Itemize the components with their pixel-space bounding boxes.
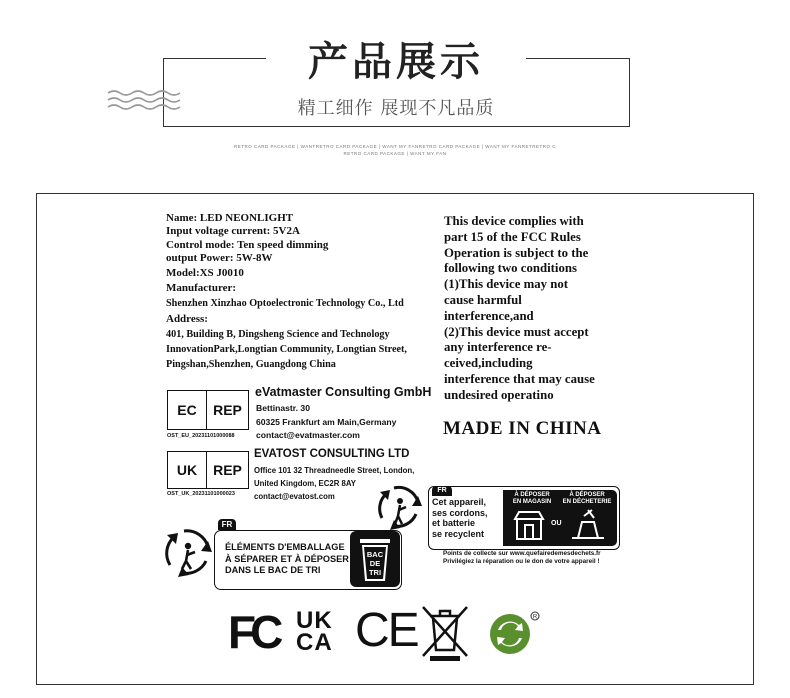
spec-input: Input voltage current: 5V2A xyxy=(166,225,300,237)
made-in-china: MADE IN CHINA xyxy=(443,418,602,439)
uk-ost-number: OST_UK_20231101000023 xyxy=(167,491,235,497)
or-label: OU xyxy=(551,520,562,527)
uk-company: EVATOST CONSULTING LTD xyxy=(254,448,410,460)
ec-code: EC xyxy=(177,402,197,418)
spec-address-2: InnovationPark,Longtian Community, Longtian Street, xyxy=(166,344,407,355)
deposit-dump-label xyxy=(558,492,616,506)
fcc-line: cause harmful xyxy=(444,292,522,307)
device-recycle-text xyxy=(432,497,488,539)
fcc-line: interference,and xyxy=(444,308,534,323)
header-line-right xyxy=(526,58,629,59)
fcc-line: interference that may cause xyxy=(444,371,595,386)
ukca-bottom: CA xyxy=(296,629,333,656)
triman-packaging-icon xyxy=(160,527,214,577)
ce-logo: CE xyxy=(355,604,418,657)
ec-rep-badge xyxy=(167,390,249,430)
spec-address-3: Pingshan,Shenzhen, Guangdong China xyxy=(166,359,336,370)
packaging-line: ÉLÉMENTS D'EMBALLAGE xyxy=(225,542,345,552)
device-text-line: se recyclent xyxy=(432,528,485,539)
fr-tag-packaging: FR xyxy=(218,519,236,530)
svg-text:R: R xyxy=(532,614,538,621)
ec-line-3: contact@evatmaster.com xyxy=(256,430,360,440)
deposit-store-line: À DÉPOSER xyxy=(514,492,550,498)
uk-rep-label: REP xyxy=(206,452,248,488)
wave-decoration-icon xyxy=(106,88,186,114)
fcc-line: any interference re- xyxy=(444,340,552,355)
bin-label xyxy=(364,550,386,577)
uk-rep-badge xyxy=(167,451,249,489)
deposit-dump-line: EN DÉCHETERIE xyxy=(562,499,612,505)
uk-line-1: Office 101 32 Threadneedle Street, London, xyxy=(254,466,415,475)
header-line-left xyxy=(163,58,266,59)
uk-line-2: United Kingdom, EC2R 8AY xyxy=(254,479,356,488)
fr-tag-device: FR xyxy=(432,486,452,496)
spec-model: Model:XS J0010 xyxy=(166,267,244,279)
dump-icon xyxy=(568,506,608,542)
spec-manufacturer-label: Manufacturer: xyxy=(166,282,237,294)
fcc-line: Operation is subject to the xyxy=(444,245,589,260)
ec-ost-number: OST_EU_20231101000088 xyxy=(167,433,235,439)
ukca-logo xyxy=(296,607,333,656)
bin-line: TRI xyxy=(368,568,382,577)
ec-line-1: Bettinastr. 30 xyxy=(256,403,310,413)
device-text-line: Cet appareil, xyxy=(432,497,487,507)
packaging-line: DANS LE BAC DE TRI xyxy=(225,565,321,575)
fcc-line: (2)This device must accept xyxy=(444,324,589,339)
spec-manufacturer: Shenzhen Xinzhao Optoelectronic Technology Co., Ltd xyxy=(166,298,404,309)
packaging-line: À SÉPARER ET À DÉPOSER xyxy=(225,553,349,564)
deposit-dump-line: À DÉPOSER xyxy=(569,492,605,498)
ec-rep-label: REP xyxy=(206,391,248,429)
device-text-line: ses cordons, xyxy=(432,507,488,518)
bin-line: DE xyxy=(369,559,381,568)
ec-line-2: 60325 Frankfurt am Main,Germany xyxy=(256,417,397,427)
fcc-line: part 15 of the FCC Rules xyxy=(444,229,581,244)
collection-points-text: Points de collecte sur www.quefairedemesdechets.fr xyxy=(443,550,601,557)
ec-company: eVatmaster Consulting GmbH xyxy=(255,385,432,399)
uk-code: UK xyxy=(176,462,198,478)
fcc-line: (1)This device may not xyxy=(444,277,569,292)
fcc-line: following two conditions xyxy=(444,261,577,276)
shop-icon xyxy=(512,509,546,541)
fc-logo: FC xyxy=(228,606,278,658)
deposit-store-label xyxy=(504,492,560,506)
uk-line-3: contact@evatost.com xyxy=(254,492,335,501)
spec-control: Control mode: Ten speed dimming xyxy=(166,239,329,251)
spec-power: output Power: 5W-8W xyxy=(166,252,273,264)
tiny-caption-1: RETRO CARD PACKAGE | WANTRETRO CARD PACKAGE | WANT MY FANRETRO CARD PACKAGE | WANT MY FANRETRETRO C xyxy=(234,144,556,149)
page-title: 产品展示 xyxy=(308,39,484,85)
bin-line: BAC xyxy=(366,550,384,559)
deposit-store-line: EN MAGASIN xyxy=(512,499,552,505)
fcc-statement xyxy=(444,214,639,404)
tiny-caption-2: RETRO CARD PACKAGE | WANT MY FAN xyxy=(343,151,447,156)
weee-bin-icon xyxy=(420,604,470,662)
green-dot-icon xyxy=(488,610,540,656)
device-text-line: et batterie xyxy=(432,518,476,528)
fcc-line: undesired operatino xyxy=(444,387,554,402)
packaging-text xyxy=(225,542,349,577)
fcc-line: ceived,including xyxy=(444,356,533,371)
fcc-line: This device complies with xyxy=(444,214,584,228)
triman-recycle-icon xyxy=(372,484,426,530)
page-subtitle: 精工细作 展现不凡品质 xyxy=(297,98,495,119)
spec-address-1: 401, Building B, Dingsheng Science and Technology xyxy=(166,329,390,340)
ukca-top: UK xyxy=(296,607,333,634)
spec-address-label: Address: xyxy=(166,313,208,325)
spec-name: Name: LED NEONLIGHT xyxy=(166,212,294,224)
repair-advice-text: Privilégiez la réparation ou le don de votre appareil ! xyxy=(443,558,600,565)
